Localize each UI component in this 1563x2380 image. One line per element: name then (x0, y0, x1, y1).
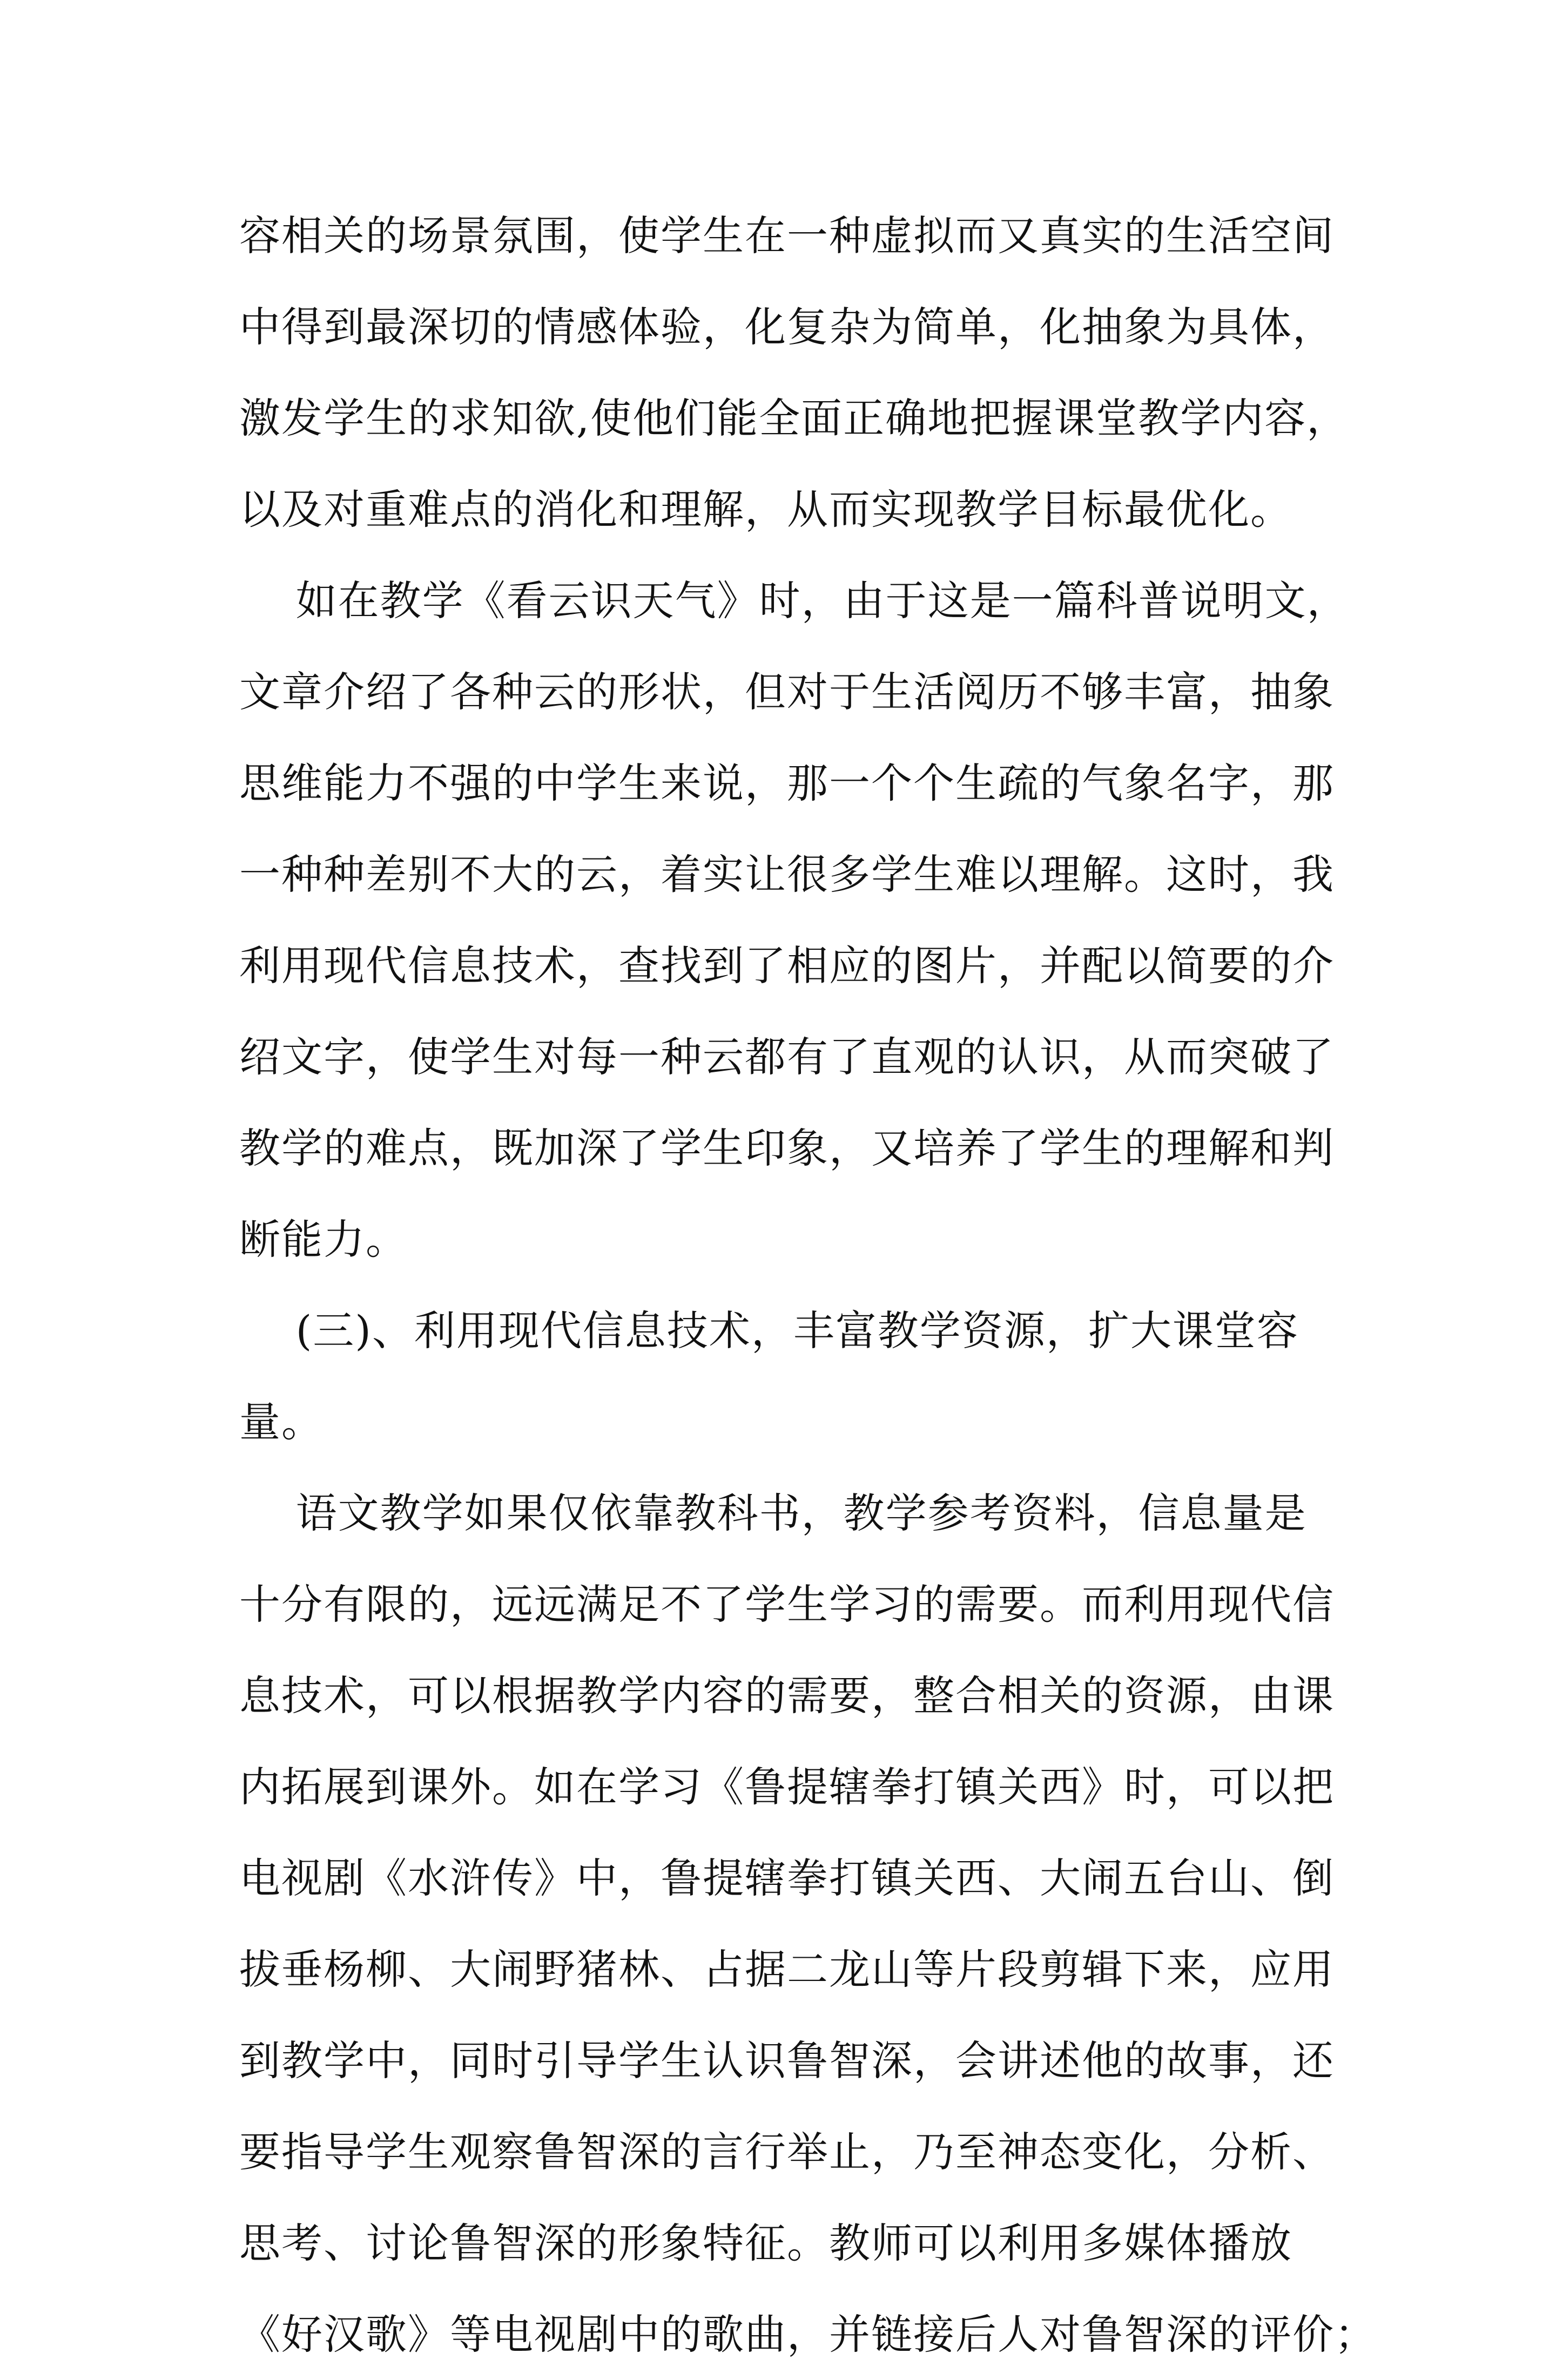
text-line: 激发学生的求知欲,使他们能全面正确地把握课堂教学内容， (239, 394, 1349, 442)
text-line: 断能力。 (239, 1215, 408, 1263)
text-line: 《好汉歌》等电视剧中的歌曲，并链接后人对鲁智深的评价； (239, 2310, 1377, 2358)
text-line: 容相关的场景氛围，使学生在一种虚拟而又真实的生活空间 (239, 212, 1335, 260)
text-line: 思维能力不强的中学生来说，那一个个生疏的气象名字，那 (239, 759, 1335, 807)
text-line: 要指导学生观察鲁智深的言行举止，乃至神态变化，分析、 (239, 2128, 1335, 2176)
text-line: 息技术，可以根据教学内容的需要，整合相关的资源，由课 (239, 1672, 1335, 1720)
text-line: 教学的难点，既加深了学生印象，又培养了学生的理解和判 (239, 1124, 1335, 1172)
text-line: 利用现代信息技术，查找到了相应的图片，并配以简要的介 (239, 942, 1335, 990)
body-text (239, 190, 1377, 2380)
text-line: 内拓展到课外。如在学习《鲁提辖拳打镇关西》时，可以把 (239, 1763, 1335, 1811)
text-line: 文章介绍了各种云的形状，但对于生活阅历不够丰富，抽象 (239, 668, 1335, 716)
text-line: 如在教学《看云识天气》时，由于这是一篇科普说明文， (239, 577, 1349, 625)
text-line: 以及对重难点的消化和理解，从而实现教学目标最优化。 (239, 485, 1292, 533)
text-line: 到教学中，同时引导学生认识鲁智深，会讲述他的故事，还 (239, 2037, 1335, 2085)
text-line: 思考、讨论鲁智深的形象特征。教师可以利用多媒体播放 (239, 2219, 1292, 2267)
section-heading-line: 量。 (239, 1398, 324, 1446)
text-line: 语文教学如果仅依靠教科书，教学参考资料，信息量是 (239, 1489, 1307, 1537)
text-line: 中得到最深切的情感体验，化复杂为简单，化抽象为具体， (239, 303, 1335, 351)
text-line: 绍文字，使学生对每一种云都有了直观的认识，从而突破了 (239, 1033, 1335, 1081)
text-line: 拔垂杨柳、大闹野猪林、占据二龙山等片段剪辑下来，应用 (239, 1945, 1335, 1993)
section-heading-line: (三)、利用现代信息技术，丰富教学资源，扩大课堂容 (239, 1307, 1299, 1355)
text-line: 电视剧《水浒传》中，鲁提辖拳打镇关西、大闹五台山、倒 (239, 1854, 1335, 1902)
text-line: 十分有限的，远远满足不了学生学习的需要。而利用现代信 (239, 1580, 1335, 1628)
text-line: 一种种差别不大的云，着实让很多学生难以理解。这时，我 (239, 850, 1335, 898)
